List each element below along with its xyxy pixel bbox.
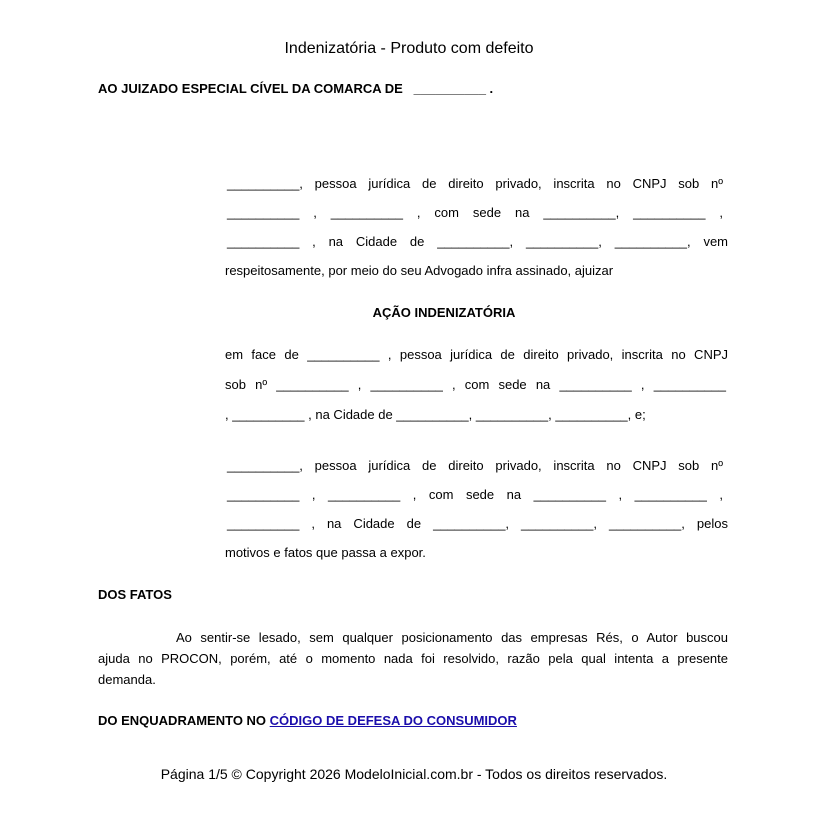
party3-line1: __________, pessoa jurídica de direito privado, inscrita no CNPJ sob nº bbox=[227, 458, 723, 473]
framework-heading bbox=[98, 713, 517, 728]
facts-line3: demanda. bbox=[98, 672, 156, 687]
framework-heading-prefix: DO ENQUADRAMENTO NO bbox=[98, 713, 267, 728]
page-title: Indenizatória - Produto com defeito bbox=[284, 40, 534, 57]
party3-line3: __________ , na Cidade de __________, __________, __________, pelos bbox=[227, 516, 728, 531]
party3-line4: motivos e fatos que passa a expor. bbox=[225, 545, 426, 560]
party2-line2: sob nº __________ , __________ , com sede na __________ , __________ bbox=[225, 377, 726, 392]
cdc-link[interactable]: CÓDIGO DE DEFESA DO CONSUMIDOR bbox=[269, 713, 517, 728]
facts-heading: DOS FATOS bbox=[98, 587, 172, 602]
party2-line3: , __________ , na Cidade de __________, __________, __________, e; bbox=[225, 407, 646, 422]
facts-line1: Ao sentir-se lesado, sem qualquer posicionamento das empresas Rés, o Autor buscou bbox=[176, 630, 728, 645]
party2-line1: em face de __________ , pessoa jurídica de direito privado, inscrita no CNPJ bbox=[225, 347, 728, 362]
addressee-heading: AO JUIZADO ESPECIAL CÍVEL DA COMARCA DE __________ . bbox=[98, 81, 494, 96]
party1-line2: __________ , __________ , com sede na __________, __________ , bbox=[227, 205, 723, 220]
action-title: AÇÃO INDENIZATÓRIA bbox=[372, 305, 516, 320]
party1-line1: __________, pessoa jurídica de direito privado, inscrita no CNPJ sob nº bbox=[227, 176, 723, 191]
party1-line3: __________ , na Cidade de __________, __________, __________, vem bbox=[227, 234, 728, 249]
party3-line2: __________ , __________ , com sede na __________ , __________ , bbox=[227, 487, 723, 502]
facts-line2: ajuda no PROCON, porém, até o momento nada foi resolvido, razão pela qual intenta a presente bbox=[98, 651, 728, 666]
party1-line4: respeitosamente, por meio do seu Advogado infra assinado, ajuizar bbox=[225, 263, 614, 278]
page-footer: Página 1/5 © Copyright 2026 ModeloInicial.com.br - Todos os direitos reservados. bbox=[160, 766, 668, 782]
